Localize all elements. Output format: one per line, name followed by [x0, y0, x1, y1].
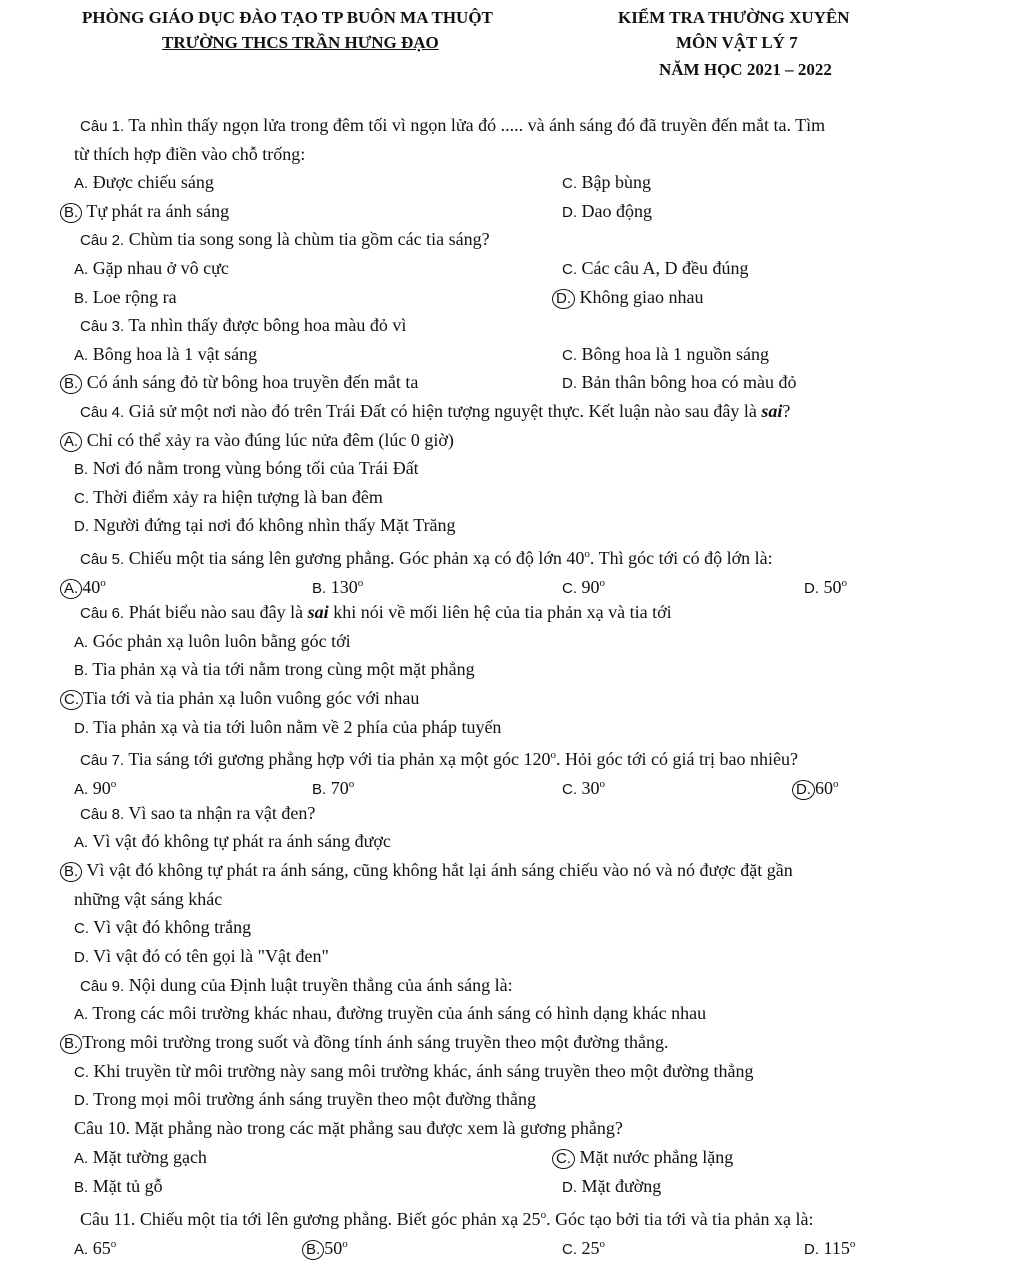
q8-option-c: C. Vì vật đó không trắng: [74, 917, 252, 937]
question-label: Câu 1.: [80, 118, 125, 135]
q8-option-b: B. Vì vật đó không tự phát ra ánh sáng, cũng không hắt lại ánh sáng chiếu vào nó và nó được đặt gần: [60, 859, 793, 882]
q5-option-a: A. 40$^o$: [60, 572, 106, 599]
q9-option-d: D. Trong mọi môi trường ánh sáng truyền theo một đường thẳng: [74, 1089, 537, 1109]
question-10: Câu 10. Mặt phẳng nào trong các mặt phẳng sau được xem là gương phẳng?: [74, 1118, 623, 1138]
q1-option-c: C. Bập bùng: [562, 172, 651, 192]
q10-option-b: B. Mặt tủ gỗ: [74, 1176, 163, 1196]
q11-option-d: D. 115$^o$: [804, 1238, 856, 1258]
question-8: Câu 8. Vì sao ta nhận ra vật đen?: [80, 803, 316, 823]
q2-option-a: A. Gặp nhau ở vô cực: [74, 258, 229, 278]
question-3: Câu 3. Ta nhìn thấy được bông hoa màu đỏ vì: [80, 315, 407, 335]
q6-option-b: B. Tia phản xạ và tia tới nằm trong cùng một mặt phẳng: [74, 659, 475, 679]
answer-circle: B.: [60, 1034, 82, 1054]
school-year: NĂM HỌC 2021 – 2022: [659, 60, 832, 79]
q3-option-d: D. Bản thân bông hoa có màu đỏ: [562, 372, 797, 392]
q4-option-a: A. Chỉ có thể xảy ra vào đúng lúc nửa đêm (lúc 0 giờ): [60, 429, 454, 452]
q9-option-c: C. Khi truyền từ môi trường này sang môi trường khác, ánh sáng truyền theo một đường thẳng: [74, 1061, 754, 1081]
answer-circle: B.: [60, 862, 82, 882]
q7-option-b: B. 70$^o$: [312, 778, 355, 798]
q8-option-b-line-2: những vật sáng khác: [74, 889, 223, 909]
q4-option-c: C. Thời điểm xảy ra hiện tượng là ban đêm: [74, 487, 383, 507]
q1-option-d: D. Dao động: [562, 201, 652, 221]
q5-option-c: C. 90$^o$: [562, 577, 605, 597]
question-6: Câu 6. Phát biểu nào sau đây là sai khi nói về mối liên hệ của tia phản xạ và tia tới: [80, 602, 672, 622]
q8-option-d: D. Vì vật đó có tên gọi là "Vật đen": [74, 946, 329, 966]
question-7: Câu 7. Tia sáng tới gương phẳng hợp với tia phản xạ một góc 120$^o$. Hỏi góc tới có giá trị bao nhiêu?: [80, 749, 798, 769]
q11-option-b: B. 50$^o$: [302, 1233, 348, 1260]
q9-option-b: B. Trong môi trường trong suốt và đồng tính ánh sáng truyền theo một đường thẳng.: [60, 1031, 669, 1054]
answer-circle: B.: [302, 1240, 324, 1260]
q11-option-a: A. 65$^o$: [74, 1238, 117, 1258]
q4-option-d: D. Người đứng tại nơi đó không nhìn thấy Mặt Trăng: [74, 515, 456, 535]
answer-circle: A.: [60, 432, 82, 452]
q7-option-c: C. 30$^o$: [562, 778, 605, 798]
answer-circle: B.: [60, 374, 82, 394]
answer-circle: C.: [552, 1149, 575, 1169]
q1-option-a: A. Được chiếu sáng: [74, 172, 214, 192]
q2-option-c: C. Các câu A, D đều đúng: [562, 258, 749, 278]
q7-option-d: D. 60$^o$: [792, 773, 839, 800]
question-1: Câu 1. Ta nhìn thấy ngọn lửa trong đêm tối vì ngọn lửa đó ..... và ánh sáng đó đã truyền đến mắt ta. Tìm: [80, 115, 826, 135]
q4-option-b: B. Nơi đó nằm trong vùng bóng tối của Trái Đất: [74, 458, 419, 478]
q6-option-d: D. Tia phản xạ và tia tới luôn nằm về 2 phía của pháp tuyến: [74, 717, 502, 737]
school-name: TRƯỜNG THCS TRẦN HƯNG ĐẠO: [162, 33, 439, 52]
q10-option-a: A. Mặt tường gạch: [74, 1147, 207, 1167]
answer-circle: B.: [60, 203, 82, 223]
q1-option-b: B. Tự phát ra ánh sáng: [60, 200, 229, 223]
question-4: Câu 4. Giả sử một nơi nào đó trên Trái Đất có hiện tượng nguyệt thực. Kết luận nào sau đây là sai?: [80, 401, 791, 421]
question-11: Câu 11. Chiếu một tia tới lên gương phẳng. Biết góc phản xạ 25$^o$. Góc tạo bởi tia tới và tia phản xạ là:: [80, 1209, 814, 1229]
q6-option-c: C. Tia tới và tia phản xạ luôn vuông góc với nhau: [60, 687, 419, 710]
q5-option-d: D. 50$^o$: [804, 577, 847, 597]
question-5: Câu 5. Chiếu một tia sáng lên gương phẳng. Góc phản xạ có độ lớn 40$^o$. Thì góc tới có độ lớn là:: [80, 548, 773, 568]
q10-option-d: D. Mặt đường: [562, 1176, 662, 1196]
question-9: Câu 9. Nội dung của Định luật truyền thẳng của ánh sáng là:: [80, 975, 513, 995]
answer-circle: A.: [60, 579, 82, 599]
answer-circle: D.: [792, 780, 815, 800]
q2-option-d: D. Không giao nhau: [552, 286, 703, 309]
q6-option-a: A. Góc phản xạ luôn luôn bằng góc tới: [74, 631, 351, 651]
q10-option-c: C. Mặt nước phẳng lặng: [552, 1146, 733, 1169]
department-name: PHÒNG GIÁO DỤC ĐÀO TẠO TP BUÔN MA THUỘT: [82, 8, 493, 27]
q5-option-b: B. 130$^o$: [312, 577, 364, 597]
q2-option-b: B. Loe rộng ra: [74, 287, 177, 307]
exam-title: KIỂM TRA THƯỜNG XUYÊN: [618, 8, 850, 27]
q11-option-c: C. 25$^o$: [562, 1238, 605, 1258]
answer-circle: C.: [60, 690, 83, 710]
q3-option-c: C. Bông hoa là 1 nguồn sáng: [562, 344, 769, 364]
q9-option-a: A. Trong các môi trường khác nhau, đường truyền của ánh sáng có hình dạng khác nhau: [74, 1003, 707, 1023]
q3-option-a: A. Bông hoa là 1 vật sáng: [74, 344, 258, 364]
question-2: Câu 2. Chùm tia song song là chùm tia gồm các tia sáng?: [80, 229, 490, 249]
q3-option-b: B. Có ánh sáng đỏ từ bông hoa truyền đến mắt ta: [60, 371, 418, 394]
q8-option-a: A. Vì vật đó không tự phát ra ánh sáng được: [74, 831, 391, 851]
question-1-line-2: từ thích hợp điền vào chỗ trống:: [74, 144, 306, 164]
answer-circle: D.: [552, 289, 575, 309]
q7-option-a: A. 90$^o$: [74, 778, 117, 798]
subject-name: MÔN VẬT LÝ 7: [676, 33, 798, 52]
